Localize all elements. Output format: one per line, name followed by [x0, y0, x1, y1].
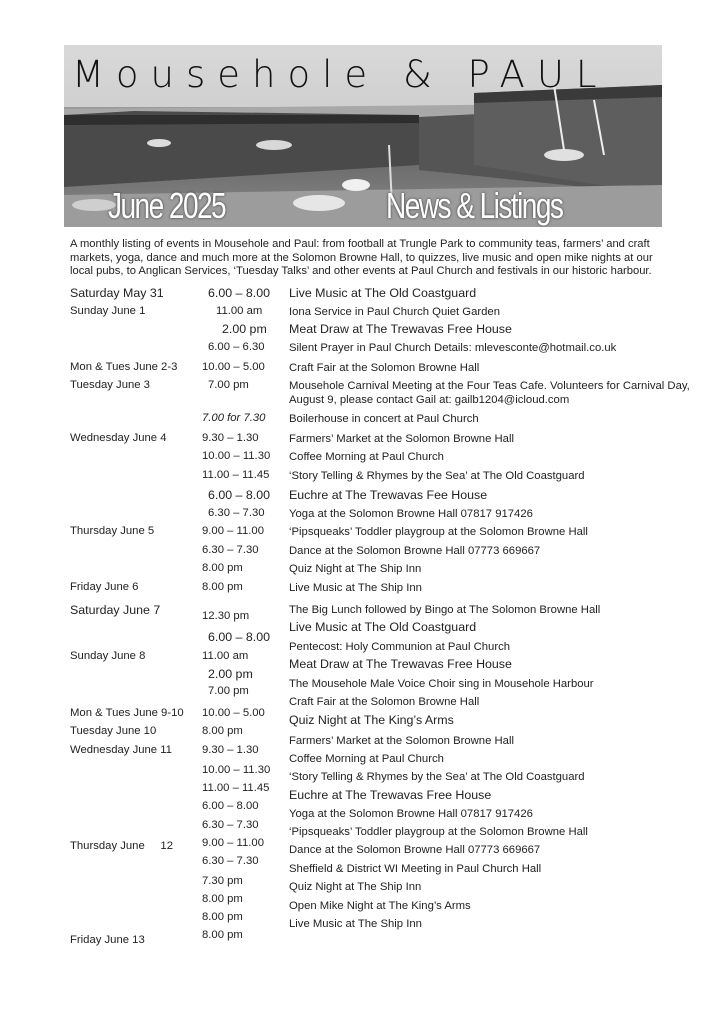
listing-event: Euchre at The Trewavas Free House	[289, 788, 492, 802]
listing-time: 7.00 pm	[208, 379, 249, 391]
listing-time: 8.00 pm	[202, 893, 243, 905]
listing-time: 10.00 – 5.00	[202, 361, 265, 373]
listing-event: Euchre at The Trewavas Fee House	[289, 488, 488, 502]
listing-event: Coffee Morning at Paul Church	[289, 753, 444, 765]
listing-time: 2.00 pm	[222, 322, 267, 336]
listing-day: Saturday June 7	[70, 603, 161, 617]
listing-event: Boilerhouse in concert at Paul Church	[289, 413, 479, 425]
listing-time: 8.00 pm	[202, 929, 243, 941]
listing-event: Meat Draw at The Trewavas Free House	[289, 322, 512, 336]
listing-day: Tuesday June 10	[70, 725, 157, 737]
listing-time: 9.00 – 11.00	[202, 837, 264, 849]
issue-kind: News & Listings	[386, 185, 563, 226]
listing-time: 6.00 – 8.00	[208, 488, 271, 502]
listing-event: Sheffield & District WI Meeting in Paul Church Hall	[289, 863, 542, 875]
listing-event: Mousehole Carnival Meeting at the Four Teas Cafe. Volunteers for Carnival Day, August 9, please contact Gail at: gailb1204@icloud.com	[289, 380, 690, 406]
listing-time: 6.00 – 8.00	[202, 800, 259, 812]
listing-day: Friday June 6	[70, 581, 139, 593]
listing-time: 10.00 – 11.30	[202, 764, 271, 776]
listing-time: 7.00 pm	[208, 685, 249, 697]
listing-time: 6.30 – 7.30	[208, 507, 265, 519]
listing-event: Yoga at the Solomon Browne Hall 07817 917426	[289, 508, 533, 520]
listing-event: ‘Story Telling & Rhymes by the Sea’ at The Old Coastguard	[289, 771, 585, 783]
listing-event: ‘Pipsqueaks’ Toddler playgroup at the Solomon Browne Hall	[289, 826, 588, 838]
listing-time: 8.00 pm	[202, 911, 243, 923]
listing-event: Iona Service in Paul Church Quiet Garden	[289, 306, 500, 318]
listing-event: Pentecost: Holy Communion at Paul Church	[289, 641, 511, 653]
listing-event: Open Mike Night at The King’s Arms	[289, 900, 471, 912]
listing-event: Farmers’ Market at the Solomon Browne Hall	[289, 735, 514, 747]
listing-time: 11.00 – 11.45	[202, 782, 270, 794]
listing-time: 6.00 – 8.00	[208, 286, 271, 300]
listing-day: Mon & Tues June 9-10	[70, 707, 184, 719]
listing-day: Saturday May 31	[70, 286, 164, 300]
listing-day: Sunday June 1	[70, 305, 146, 317]
listing-time: 11.00 am	[216, 305, 263, 317]
listing-time: 11.00 am	[202, 650, 249, 662]
listing-time: 7.00 for 7.30	[202, 412, 266, 424]
listing-time: 6.30 – 7.30	[202, 855, 259, 867]
listing-event: Dance at the Solomon Browne Hall 07773 669667	[289, 844, 541, 856]
listing-event: Live Music at The Old Coastguard	[289, 620, 477, 634]
listing-time: 9.30 – 1.30	[202, 744, 259, 756]
masthead-title: Mousehole & PAUL	[72, 53, 609, 96]
listing-time: 11.00 – 11.45	[202, 469, 270, 481]
listing-time: 2.00 pm	[208, 667, 253, 681]
listing-event: ‘Pipsqueaks’ Toddler playgroup at the Solomon Browne Hall	[289, 526, 588, 538]
listing-day: Thursday June 12	[70, 840, 173, 852]
header-banner	[64, 45, 662, 227]
listing-time: 10.00 – 11.30	[202, 450, 271, 462]
listing-time: 7.30 pm	[202, 875, 243, 887]
listing-time: 8.00 pm	[202, 581, 243, 593]
listing-day: Sunday June 8	[70, 650, 146, 662]
listing-day: Thursday June 5	[70, 525, 155, 537]
listing-event: The Mousehole Male Voice Choir sing in Mousehole Harbour	[289, 678, 594, 690]
listing-day: Wednesday June 4	[70, 432, 167, 444]
listing-day: Friday June 13	[70, 934, 145, 946]
listing-time: 10.00 – 5.00	[202, 707, 265, 719]
intro-paragraph: A monthly listing of events in Mousehole and Paul: from football at Trungle Park to community teas, farmers’ and craft markets, yoga, dance and much more at the Solomon Browne Hall, to quizzes, live music and open mike nights at our local pubs, to Anglican Services, ‘Tuesday Talks’ and other events at Paul Church and festivals in our historic harbour.	[70, 238, 653, 278]
listing-event: Dance at the Solomon Browne Hall 07773 669667	[289, 545, 541, 557]
listing-event: ‘Story Telling & Rhymes by the Sea’ at The Old Coastguard	[289, 470, 585, 482]
listing-day: Mon & Tues June 2-3	[70, 361, 178, 373]
listing-event: Craft Fair at the Solomon Browne Hall	[289, 362, 480, 374]
issue-date: June 2025	[108, 185, 226, 226]
listing-event: Craft Fair at the Solomon Browne Hall	[289, 696, 480, 708]
listing-time: 9.00 – 11.00	[202, 525, 264, 537]
listing-event: The Big Lunch followed by Bingo at The Solomon Browne Hall	[289, 604, 601, 616]
listing-time: 8.00 pm	[202, 562, 243, 574]
listing-event: Farmers’ Market at the Solomon Browne Hall	[289, 433, 514, 445]
listing-event: Coffee Morning at Paul Church	[289, 451, 444, 463]
listing-day: Tuesday June 3	[70, 379, 150, 391]
listing-event: Yoga at the Solomon Browne Hall 07817 917426	[289, 808, 533, 820]
listing-event: Live Music at The Ship Inn	[289, 918, 422, 930]
listing-time: 8.00 pm	[202, 725, 243, 737]
listing-time: 6.30 – 7.30	[202, 544, 259, 556]
listing-event: Quiz Night at The Ship Inn	[289, 563, 422, 575]
listing-event: Silent Prayer in Paul Church Details: mlevesconte@hotmail.co.uk	[289, 342, 617, 354]
listing-time: 6.00 – 8.00	[208, 630, 271, 644]
listing-time: 6.30 – 7.30	[202, 819, 259, 831]
listing-event: Live Music at The Ship Inn	[289, 582, 422, 594]
listing-time: 6.00 – 6.30	[208, 341, 265, 353]
listing-event: Live Music at The Old Coastguard	[289, 286, 477, 300]
listing-time: 9.30 – 1.30	[202, 432, 259, 444]
listing-event: Quiz Night at The Ship Inn	[289, 881, 422, 893]
listing-event: Meat Draw at The Trewavas Free House	[289, 657, 512, 671]
listing-event: Quiz Night at The King’s Arms	[289, 713, 454, 727]
listing-time: 12.30 pm	[202, 610, 250, 622]
listing-day: Wednesday June 11	[70, 744, 172, 756]
